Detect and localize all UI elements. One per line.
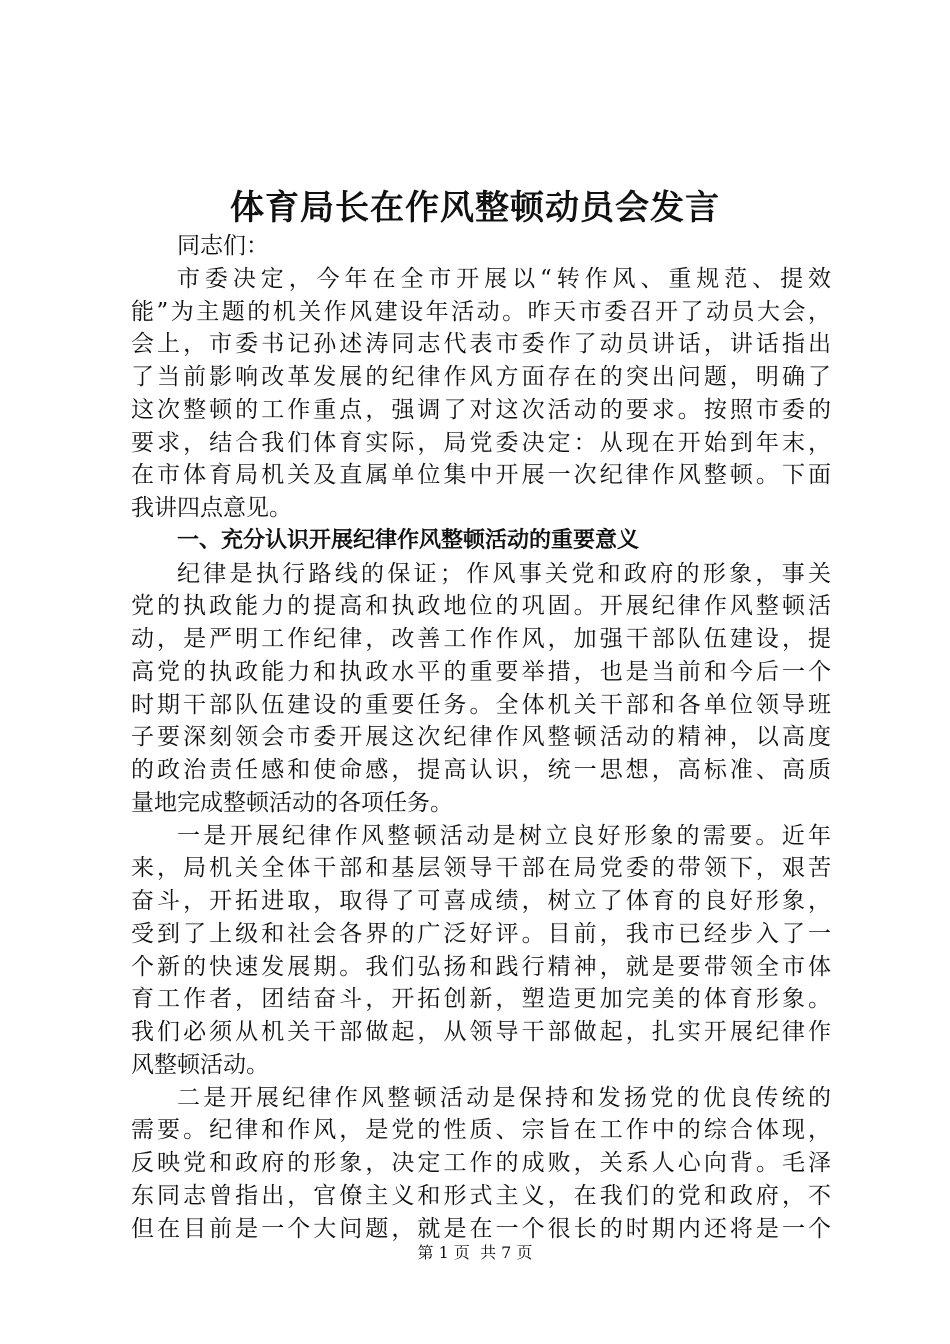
- text-line: 同志们：: [177, 233, 269, 259]
- text-line: 这次整顿的工作重点，强调了对这次活动的要求。按照市委的: [131, 396, 831, 423]
- page-footer: [0, 1242, 950, 1264]
- text-line: 反映党和政府的形象，决定工作的成败，关系人心向背。毛泽: [131, 1150, 831, 1176]
- page-total: 共 7 页: [480, 1243, 533, 1262]
- text-line: 的政治责任感和使命感，提高认识，统一思想，高标准、高质: [131, 757, 831, 783]
- document-body: [131, 230, 831, 1245]
- text-line: 纪律是执行路线的保证；作风事关党和政府的形象，事关: [177, 560, 831, 587]
- text-line: 一是开展纪律作风整顿活动是树立良好形象的需要。近年: [177, 822, 831, 849]
- text-line: 育工作者，团结奋斗，开拓创新，塑造更加完美的体育形象。: [131, 986, 831, 1013]
- text-line: 能”为主题的机关作风建设年活动。昨天市委召开了动员大会，: [131, 298, 831, 325]
- text-line: 要求，结合我们体育实际，局党委决定：从现在开始到年末，: [131, 429, 831, 456]
- text-line: 奋斗，开拓进取，取得了可喜成绩，树立了体育的良好形象，: [131, 888, 831, 914]
- page-number: 第 1 页: [417, 1243, 470, 1262]
- text-line: 个新的快速发展期。我们弘扬和践行精神，就是要带领全市体: [131, 953, 831, 980]
- document-title: 体育局长在作风整顿动员会发言: [230, 188, 720, 228]
- text-line: 子要深刻领会市委开展这次纪律作风整顿活动的精神，以高度: [131, 724, 831, 751]
- text-line: 市委决定，今年在全市开展以“转作风、重规范、提效: [177, 265, 831, 292]
- text-line: 在市体育局机关及直属单位集中开展一次纪律作风整顿。下面: [131, 462, 831, 489]
- text-line: 高党的执政能力和执政水平的重要举措，也是当前和今后一个: [131, 658, 831, 685]
- text-line: 时期干部队伍建设的重要任务。全体机关干部和各单位领导班: [131, 691, 831, 718]
- section-heading: 一、充分认识开展纪律作风整顿活动的重要意义: [177, 527, 640, 553]
- text-line: 我讲四点意见。: [131, 495, 292, 521]
- text-line: 动，是严明工作纪律，改善工作作风，加强干部队伍建设，提: [131, 626, 831, 652]
- text-line: 风整顿活动。: [131, 1051, 269, 1078]
- text-line: 党的执政能力的提高和执政地位的巩固。开展纪律作风整顿活: [131, 593, 831, 620]
- text-line: 受到了上级和社会各界的广泛好评。目前，我市已经步入了一: [131, 920, 831, 947]
- text-line: 需要。纪律和作风，是党的性质、宗旨在工作中的综合体现，: [131, 1117, 831, 1144]
- text-line: 东同志曾指出，官僚主义和形式主义，在我们的党和政府，不: [131, 1182, 831, 1209]
- text-line: 来，局机关全体干部和基层领导干部在局党委的带领下，艰苦: [131, 855, 831, 882]
- text-line: 量地完成整顿活动的各项任务。: [131, 789, 453, 816]
- text-line: 会上，市委书记孙述涛同志代表市委作了动员讲话，讲话指出: [131, 331, 831, 358]
- text-line: 了当前影响改革发展的纪律作风方面存在的突出问题，明确了: [131, 364, 831, 390]
- text-line: 二是开展纪律作风整顿活动是保持和发扬党的优良传统的: [177, 1084, 831, 1111]
- text-line: 但在目前是一个大问题，就是在一个很长的时期内还将是一个: [131, 1215, 831, 1242]
- text-line: 我们必须从机关干部做起，从领导干部做起，扎实开展纪律作: [131, 1019, 831, 1045]
